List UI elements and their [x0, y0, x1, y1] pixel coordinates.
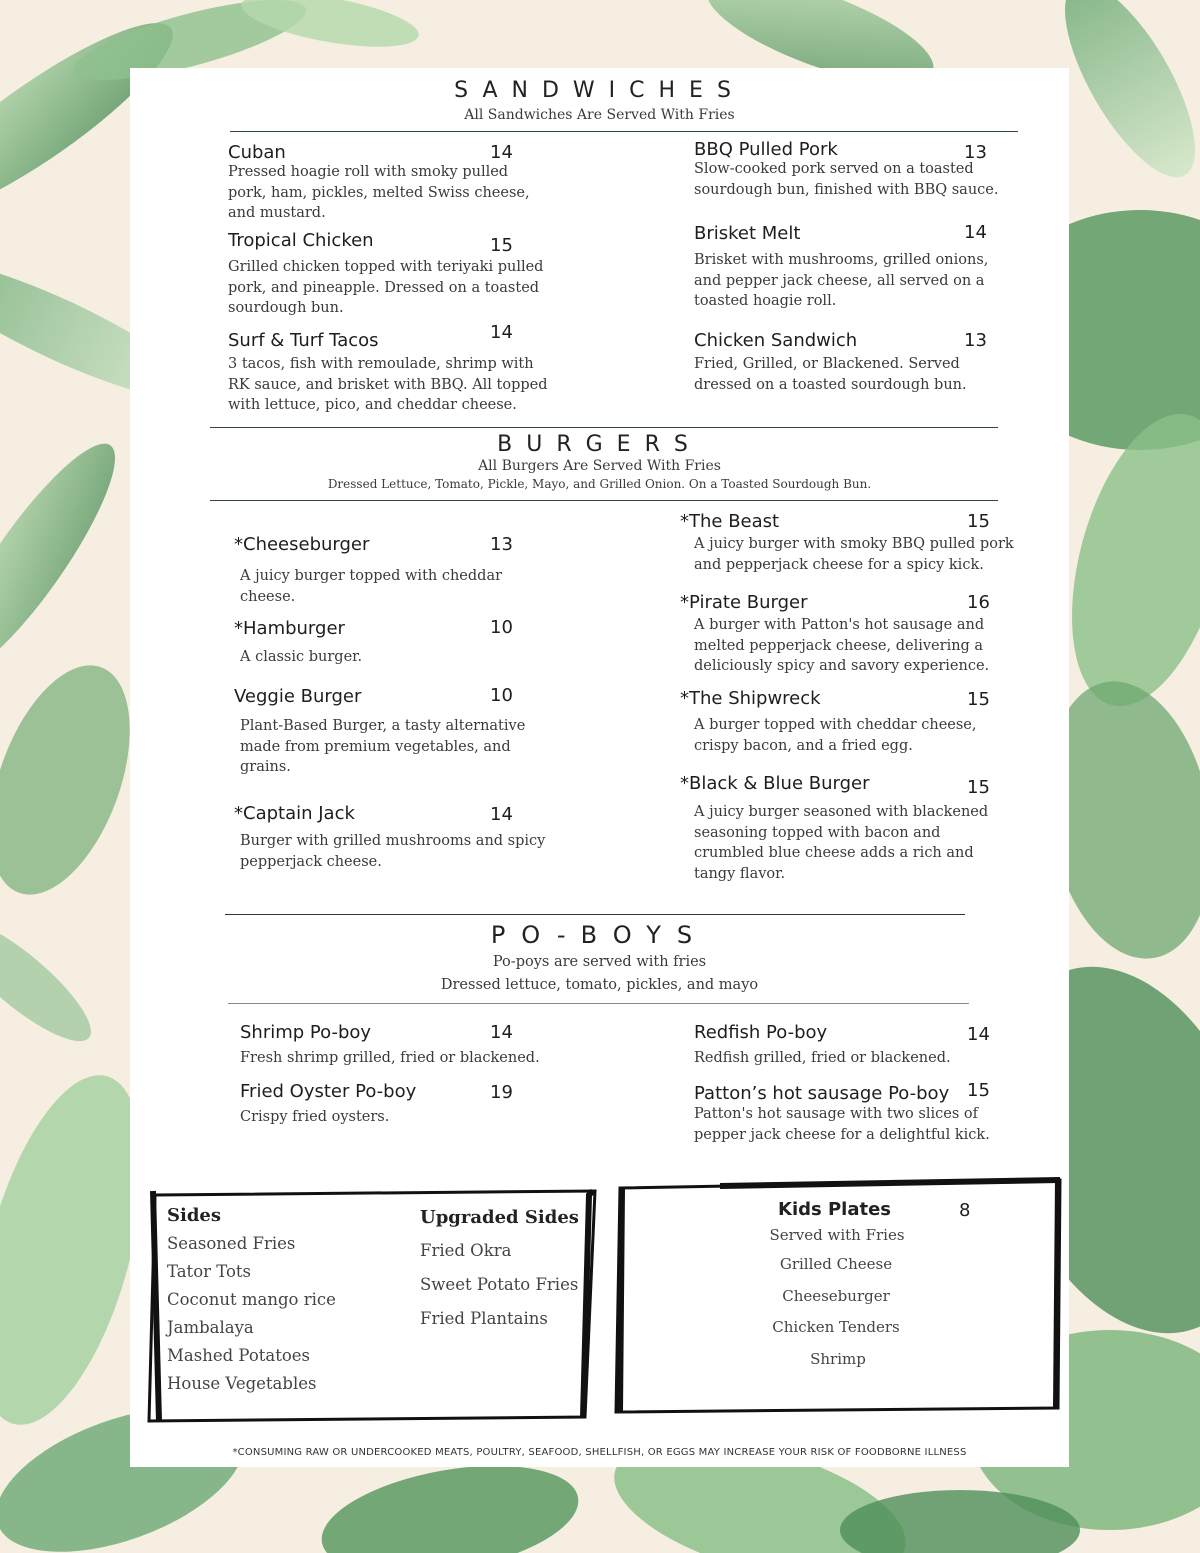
- menu-item-price: 15: [490, 235, 513, 256]
- kids-item: Grilled Cheese: [779, 1255, 893, 1273]
- menu-item-price: 13: [490, 534, 513, 555]
- burgers-top-rule: [210, 427, 998, 428]
- menu-item-desc: Redfish grilled, fried or blackened.: [694, 1050, 951, 1066]
- kids-item: Shrimp: [810, 1350, 866, 1368]
- kids-heading: Kids Plates: [778, 1199, 892, 1220]
- upgraded-sides-heading: Upgraded Sides: [420, 1207, 579, 1228]
- menu-item-price: 13: [964, 330, 987, 351]
- menu-item-name: Cuban: [228, 142, 286, 163]
- upgraded-side-item: Sweet Potato Fries: [420, 1275, 579, 1294]
- menu-item-desc: A burger with Patton's hot sausage and melted pepperjack cheese, delivering a deliciously spicy and savory experience.: [694, 617, 990, 674]
- upgraded-side-item: Fried Plantains: [420, 1309, 548, 1328]
- menu-item-desc: Burger with grilled mushrooms and spicy pepperjack cheese.: [240, 833, 546, 870]
- side-item: Seasoned Fries: [167, 1234, 296, 1253]
- menu-item-price: 14: [490, 322, 513, 343]
- menu-item-desc: Crispy fried oysters.: [240, 1109, 390, 1125]
- menu-item-name: Veggie Burger: [234, 686, 362, 707]
- menu-item-desc: Brisket with mushrooms, grilled onions, and pepper jack cheese, all served on a toasted hoagie roll.: [694, 252, 989, 309]
- menu-item-desc: Plant-Based Burger, a tasty alternative made from premium vegetables, and grains.: [240, 718, 526, 775]
- sandwiches-rule: [230, 131, 1018, 132]
- menu-item-name: Tropical Chicken: [228, 230, 374, 251]
- menu-item-price: 15: [967, 1080, 990, 1101]
- side-item: Tator Tots: [167, 1262, 252, 1281]
- foodborne-illness-disclaimer: *CONSUMING RAW OR UNDERCOOKED MEATS, POULTRY, SEAFOOD, SHELLFISH, OR EGGS MAY INCREASE YOUR RISK OF FOODBORNE ILLNESS: [232, 1447, 967, 1458]
- menu-page: [130, 68, 1069, 1467]
- poboys-rule: [228, 1003, 969, 1004]
- sides-heading: Sides: [167, 1205, 222, 1226]
- menu-item-price: 14: [490, 1022, 513, 1043]
- burgers-subtitle: All Burgers Are Served With Fries: [478, 458, 721, 474]
- menu-item-price: 19: [490, 1082, 513, 1103]
- menu-item-name: *Black & Blue Burger: [680, 773, 870, 794]
- menu-item-desc: 3 tacos, fish with remoulade, shrimp with RK sauce, and brisket with BBQ. All topped with lettuce, pico, and cheddar cheese.: [228, 356, 548, 413]
- menu-item-desc: Fresh shrimp grilled, fried or blackened.: [240, 1050, 540, 1066]
- kids-item: Cheeseburger: [782, 1287, 890, 1305]
- menu-item-price: 10: [490, 617, 513, 638]
- menu-item-name: Chicken Sandwich: [694, 330, 858, 351]
- menu-item-name: Fried Oyster Po-boy: [240, 1081, 417, 1102]
- poboys-subtitle: Po-poys are served with fries: [492, 954, 707, 970]
- menu-item-desc: A classic burger.: [240, 649, 363, 665]
- upgraded-side-item: Fried Okra: [420, 1241, 512, 1260]
- menu-item-name: Patton’s hot sausage Po-boy: [694, 1083, 950, 1104]
- menu-item-desc: Pressed hoagie roll with smoky pulled pork, ham, pickles, melted Swiss cheese, and mustard.: [228, 164, 530, 221]
- menu-item-desc: Grilled chicken topped with teriyaki pulled pork, and pineapple. Dressed on a toasted sourdough bun.: [228, 259, 544, 316]
- sandwiches-subtitle: All Sandwiches Are Served With Fries: [464, 107, 735, 123]
- menu-item-price: 15: [967, 777, 990, 798]
- menu-item-name: *Pirate Burger: [680, 592, 808, 613]
- poboys-top-rule: [225, 914, 965, 915]
- menu-item-price: 14: [964, 222, 987, 243]
- menu-item-price: 10: [490, 685, 513, 706]
- burgers-rule: [210, 500, 998, 501]
- burgers-title: BURGERS: [497, 432, 702, 457]
- menu-item-name: *Hamburger: [234, 618, 345, 639]
- menu-item-price: 14: [490, 804, 513, 825]
- menu-item-desc: A juicy burger with smoky BBQ pulled pork and pepperjack cheese for a spicy kick.: [694, 536, 1014, 573]
- poboys-title: PO-BOYS: [490, 921, 709, 949]
- menu-item-price: 16: [967, 592, 990, 613]
- kids-subtitle: Served with Fries: [769, 1226, 905, 1244]
- menu-item-desc: Slow-cooked pork served on a toasted sourdough bun, finished with BBQ sauce.: [694, 161, 999, 198]
- menu-item-name: *The Beast: [680, 511, 780, 532]
- menu-item-price: 15: [967, 511, 990, 532]
- menu-item-price: 14: [490, 142, 513, 163]
- kids-item: Chicken Tenders: [772, 1318, 900, 1336]
- menu-item-name: *The Shipwreck: [680, 688, 821, 709]
- poboys-subtitle-dressing: Dressed lettuce, tomato, pickles, and mayo: [440, 977, 759, 993]
- sandwiches-title: SANDWICHES: [454, 78, 745, 103]
- menu-item-desc: A juicy burger seasoned with blackened seasoning topped with bacon and crumbled blue cheese adds a rich and tangy flavor.: [694, 804, 989, 882]
- menu-item-name: Shrimp Po-boy: [240, 1022, 372, 1043]
- menu-item-name: *Cheeseburger: [234, 534, 370, 555]
- menu-item-name: *Captain Jack: [234, 803, 355, 824]
- side-item: Jambalaya: [167, 1318, 254, 1337]
- kids-price: 8: [959, 1200, 971, 1221]
- menu-item-name: Brisket Melt: [694, 223, 801, 244]
- menu-item-name: BBQ Pulled Pork: [694, 139, 838, 160]
- side-item: Mashed Potatoes: [167, 1346, 311, 1365]
- menu-item-price: 13: [964, 142, 987, 163]
- menu-item-desc: Fried, Grilled, or Blackened. Served dressed on a toasted sourdough bun.: [694, 356, 967, 393]
- menu-item-desc: A juicy burger topped with cheddar cheese.: [240, 568, 503, 605]
- side-item: Coconut mango rice: [167, 1290, 336, 1309]
- burgers-subtitle-dressing: Dressed Lettuce, Tomato, Pickle, Mayo, and Grilled Onion. On a Toasted Sourdough Bun.: [327, 477, 872, 491]
- menu-item-name: Redfish Po-boy: [694, 1022, 828, 1043]
- menu-item-desc: A burger topped with cheddar cheese, crispy bacon, and a fried egg.: [694, 717, 977, 754]
- menu-item-price: 14: [967, 1024, 990, 1045]
- menu-item-desc: Patton's hot sausage with two slices of pepper jack cheese for a delightful kick.: [694, 1106, 990, 1143]
- menu-item-name: Surf & Turf Tacos: [228, 330, 379, 351]
- side-item: House Vegetables: [167, 1374, 317, 1393]
- menu-item-price: 15: [967, 689, 990, 710]
